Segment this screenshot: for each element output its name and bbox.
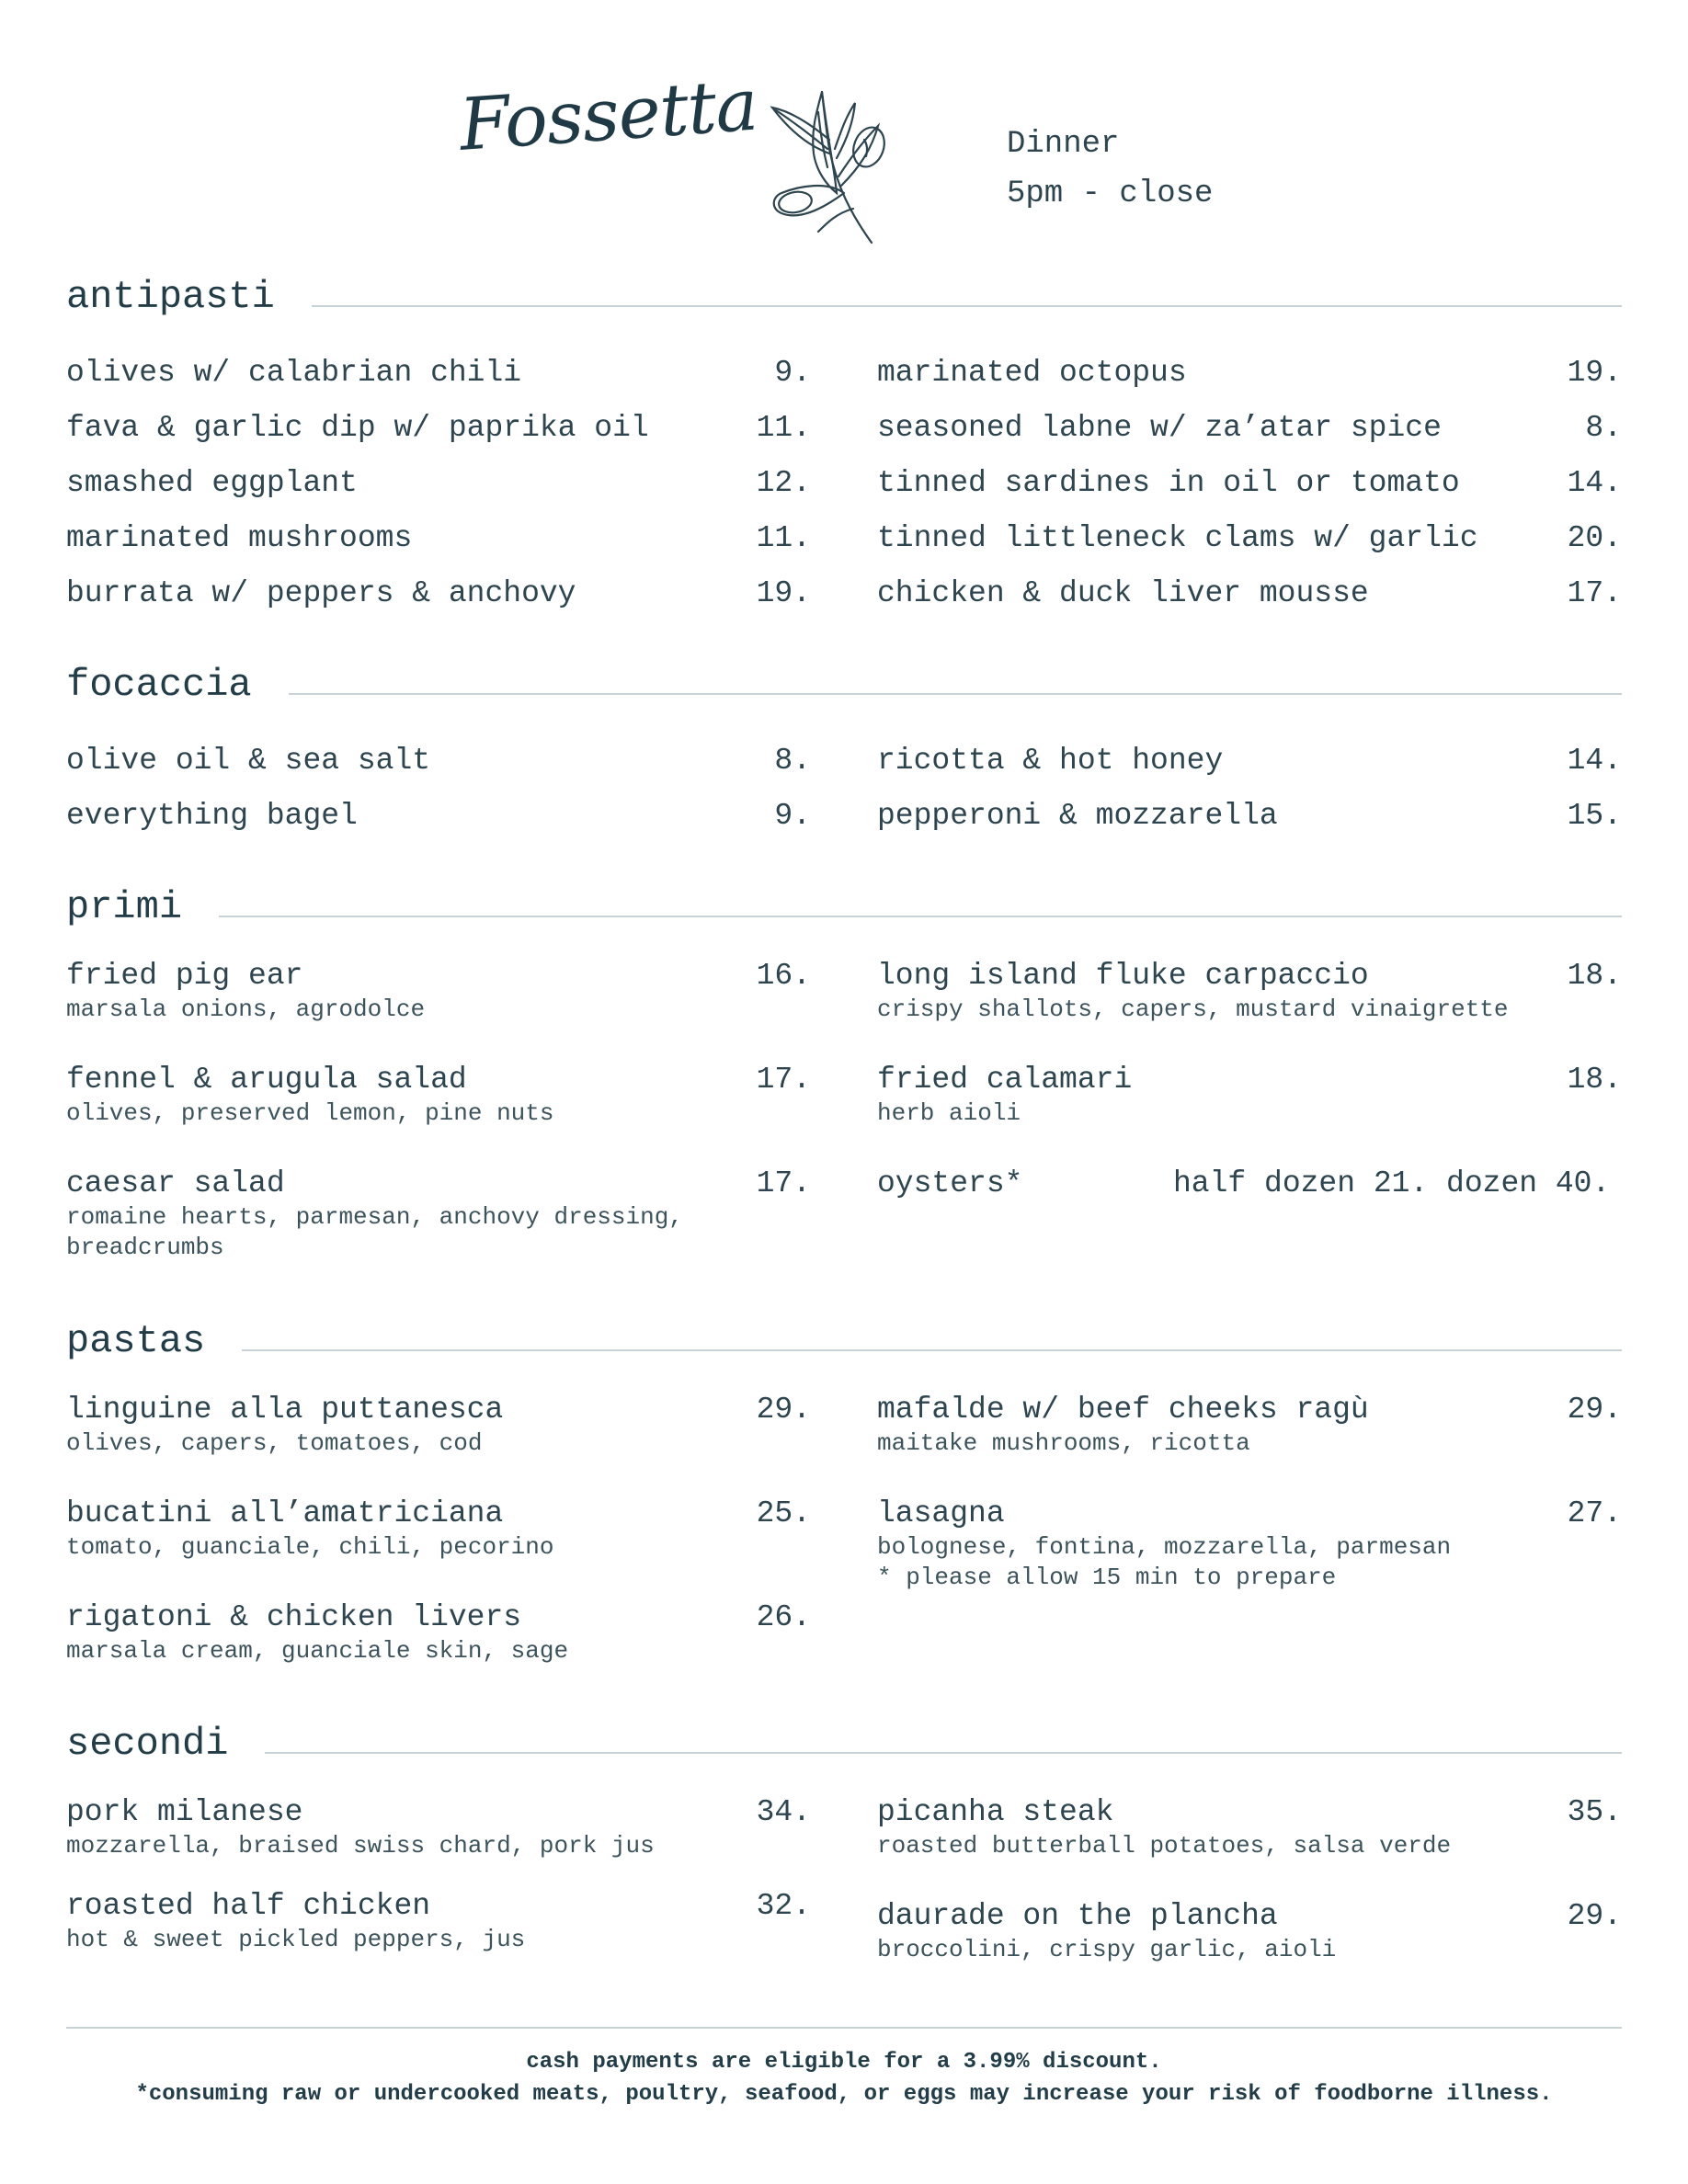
item-description: tomato, guanciale, chili, pecorino bbox=[66, 1533, 554, 1561]
footer-divider bbox=[66, 2027, 1622, 2029]
item-price: 32. bbox=[756, 1889, 811, 1923]
item-name: fried calamari bbox=[877, 1063, 1133, 1097]
divider bbox=[66, 693, 1622, 695]
item-name: pepperoni & mozzarella bbox=[877, 799, 1278, 833]
item-price: 29. bbox=[1567, 1899, 1622, 1933]
menu-item bbox=[66, 1879, 811, 1955]
section-secondi bbox=[66, 1721, 1622, 1996]
item-price: 25. bbox=[756, 1496, 811, 1530]
item-price: 34. bbox=[756, 1795, 811, 1829]
item-description: bolognese, fontina, mozzarella, parmesan * please allow 15 min to prepare bbox=[877, 1533, 1452, 1591]
menu-item bbox=[877, 1889, 1622, 1965]
item-description: olives, capers, tomatoes, cod bbox=[66, 1429, 483, 1457]
item-name: fava & garlic dip w/ paprika oil bbox=[66, 411, 649, 445]
menu-item bbox=[877, 1382, 1622, 1486]
menu-item bbox=[66, 511, 811, 566]
item-price: 15. bbox=[1567, 799, 1622, 833]
item-description: maitake mushrooms, ricotta bbox=[877, 1429, 1250, 1457]
item-price: 14. bbox=[1567, 466, 1622, 500]
section-title: secondi bbox=[66, 1721, 265, 1767]
item-price: 26. bbox=[756, 1600, 811, 1634]
footer-notes bbox=[0, 2046, 1688, 2110]
section-pastas bbox=[66, 1318, 1622, 1686]
menu-item bbox=[877, 346, 1622, 401]
item-name: fried pig ear bbox=[66, 959, 303, 993]
item-name: rigatoni & chicken livers bbox=[66, 1600, 522, 1634]
item-price: 12. bbox=[756, 466, 811, 500]
divider bbox=[66, 1349, 1622, 1351]
item-name: fennel & arugula salad bbox=[66, 1063, 467, 1097]
raw-food-warning: *consuming raw or undercooked meats, poultry, seafood, or eggs may increase your risk of foodborne illness. bbox=[135, 2082, 1553, 2107]
menu-item bbox=[877, 511, 1622, 566]
menu-item bbox=[66, 346, 811, 401]
item-price: 17. bbox=[756, 1063, 811, 1097]
item-price: 29. bbox=[756, 1393, 811, 1427]
section-title: focaccia bbox=[66, 662, 289, 708]
item-description: mozzarella, braised swiss chard, pork jus bbox=[66, 1832, 655, 1860]
section-primi bbox=[66, 884, 1622, 1261]
menu-item bbox=[877, 1785, 1622, 1889]
item-price: 8. bbox=[774, 744, 811, 778]
item-description: romaine hearts, parmesan, anchovy dressing, breadcrumbs bbox=[66, 1203, 683, 1261]
cash-discount-note: cash payments are eligible for a 3.99% discount. bbox=[526, 2050, 1162, 2075]
menu-item bbox=[66, 1590, 811, 1666]
item-name: caesar salad bbox=[66, 1166, 285, 1200]
item-price: 20. bbox=[1567, 521, 1622, 555]
item-description: broccolini, crispy garlic, aioli bbox=[877, 1936, 1337, 1963]
item-price: 11. bbox=[756, 521, 811, 555]
menu-item bbox=[66, 566, 811, 621]
item-name: pork milanese bbox=[66, 1795, 303, 1829]
item-price: 11. bbox=[756, 411, 811, 445]
item-price: 16. bbox=[756, 959, 811, 993]
item-price: 17. bbox=[756, 1166, 811, 1200]
item-price: 19. bbox=[756, 576, 811, 610]
menu-item bbox=[66, 949, 811, 1052]
section-title: primi bbox=[66, 884, 219, 930]
menu-item bbox=[66, 1486, 811, 1590]
item-name: lasagna bbox=[877, 1496, 1005, 1530]
hours-label: 5pm - close bbox=[1007, 176, 1214, 211]
item-name: bucatini all’amatriciana bbox=[66, 1496, 504, 1530]
item-name: tinned sardines in oil or tomato bbox=[877, 466, 1460, 500]
item-description: crispy shallots, capers, mustard vinaigrette bbox=[877, 995, 1509, 1023]
menu-item bbox=[66, 1785, 811, 1879]
menu-header bbox=[0, 0, 1688, 257]
item-price: 19. bbox=[1567, 356, 1622, 390]
item-name: marinated mushrooms bbox=[66, 521, 413, 555]
item-name: linguine alla puttanesca bbox=[66, 1393, 504, 1427]
meal-label: Dinner bbox=[1007, 127, 1120, 162]
menu-item bbox=[66, 734, 811, 789]
menu-item bbox=[66, 1382, 811, 1486]
item-price: 9. bbox=[774, 799, 811, 833]
item-name: daurade on the plancha bbox=[877, 1899, 1278, 1933]
item-description: marsala cream, guanciale skin, sage bbox=[66, 1637, 569, 1665]
item-name: long island fluke carpaccio bbox=[877, 959, 1369, 993]
item-name: burrata w/ peppers & anchovy bbox=[66, 576, 576, 610]
item-name: marinated octopus bbox=[877, 356, 1187, 390]
item-name: picanha steak bbox=[877, 1795, 1114, 1829]
menu-item bbox=[877, 456, 1622, 511]
item-name: seasoned labne w/ za’atar spice bbox=[877, 411, 1442, 445]
item-price: 14. bbox=[1567, 744, 1622, 778]
item-price: 27. bbox=[1567, 1496, 1622, 1530]
item-price: 9. bbox=[774, 356, 811, 390]
divider bbox=[66, 916, 1622, 917]
item-description: roasted butterball potatoes, salsa verde bbox=[877, 1832, 1452, 1860]
menu-item bbox=[66, 401, 811, 456]
menu-item bbox=[877, 949, 1622, 1052]
item-name: ricotta & hot honey bbox=[877, 744, 1224, 778]
item-name: chicken & duck liver mousse bbox=[877, 576, 1369, 610]
item-name: olive oil & sea salt bbox=[66, 744, 431, 778]
menu-item bbox=[877, 566, 1622, 621]
restaurant-logo: Fossetta bbox=[456, 63, 760, 167]
item-name: smashed eggplant bbox=[66, 466, 358, 500]
menu-item bbox=[877, 1156, 1622, 1211]
menu-item bbox=[877, 1486, 1622, 1593]
hours-block bbox=[1007, 119, 1213, 219]
item-price: 8. bbox=[1585, 411, 1622, 445]
item-description: olives, preserved lemon, pine nuts bbox=[66, 1099, 554, 1127]
section-title: antipasti bbox=[66, 274, 312, 320]
oyster-size-prices: half dozen 21. dozen 40. bbox=[1173, 1166, 1611, 1200]
menu-item bbox=[66, 456, 811, 511]
item-name: tinned littleneck clams w/ garlic bbox=[877, 521, 1478, 555]
item-description: marsala onions, agrodolce bbox=[66, 995, 426, 1023]
item-name: mafalde w/ beef cheeks ragù bbox=[877, 1393, 1369, 1427]
divider bbox=[66, 1752, 1622, 1754]
item-price: 29. bbox=[1567, 1393, 1622, 1427]
olive-branch-icon bbox=[763, 85, 901, 245]
item-price: 35. bbox=[1567, 1795, 1622, 1829]
item-description: hot & sweet pickled peppers, jus bbox=[66, 1926, 526, 1953]
menu-item bbox=[877, 789, 1622, 844]
menu-item bbox=[66, 789, 811, 844]
section-antipasti bbox=[66, 274, 1622, 621]
item-name: olives w/ calabrian chili bbox=[66, 356, 522, 390]
menu-item bbox=[877, 1052, 1622, 1156]
section-title: pastas bbox=[66, 1318, 242, 1364]
item-name: everything bagel bbox=[66, 799, 358, 833]
menu-item bbox=[66, 1052, 811, 1156]
menu-item bbox=[877, 734, 1622, 789]
item-price: 18. bbox=[1567, 1063, 1622, 1097]
item-price: 18. bbox=[1567, 959, 1622, 993]
section-focaccia bbox=[66, 662, 1622, 844]
item-price: 17. bbox=[1567, 576, 1622, 610]
item-description: herb aioli bbox=[877, 1099, 1021, 1127]
menu-item bbox=[66, 1156, 811, 1263]
item-name: roasted half chicken bbox=[66, 1889, 431, 1923]
menu-item bbox=[877, 401, 1622, 456]
item-name: oysters* bbox=[877, 1166, 1023, 1200]
